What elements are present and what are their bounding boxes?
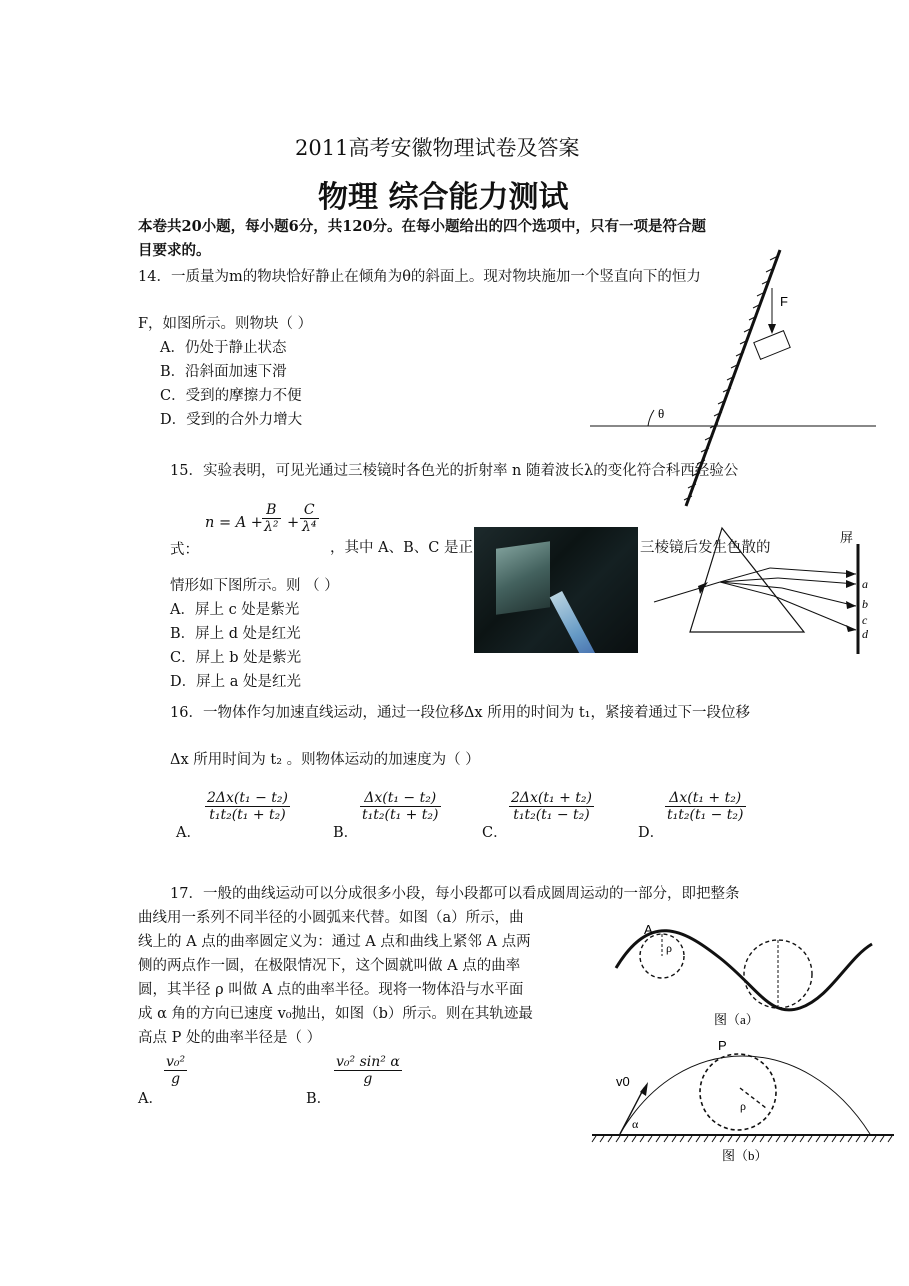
q17-option-b-label: B． (306, 1091, 332, 1107)
q16-option-a-fraction (205, 790, 290, 823)
q17-stem-line-1: 17．一般的曲线运动可以分成很多小段，每小段都可以看成圆周运动的一部分，即把整条 (170, 886, 740, 902)
instruction-line-2: 目要求的。 (138, 242, 211, 259)
q14-stem-line-2: F，如图所示。则物块（ ） (138, 316, 313, 332)
q17-stem-line-3: 线上的 A 点的曲率圆定义为：通过 A 点和曲线上紧邻 A 点两 (138, 934, 531, 950)
q14-angle-label: θ (658, 406, 665, 421)
q16-option-a-den: t₁t₂(t₁ + t₂) (209, 807, 286, 823)
q14-stem-line-1: 14．一质量为m的物块恰好静止在倾角为θ的斜面上。现对物块施加一个竖直向下的恒力 (138, 269, 701, 285)
q14-option-c: C．受到的摩擦力不便 (160, 388, 302, 404)
q17-stem-line-2: 曲线用一系列不同半径的小圆弧来代替。如图（a）所示，曲 (138, 910, 524, 926)
q15-screen-d: d (862, 627, 868, 641)
q17-fig-b-rho: ρ (740, 1099, 746, 1113)
q15-stem-line-1: 15．实验表明，可见光通过三棱镜时各色光的折射率 n 随着波长λ的变化符合科西经验公 (170, 463, 739, 479)
q15-stem-line-2b: ，其中 A、B、C 是正 (330, 540, 473, 556)
q15-prism-figure (650, 522, 890, 662)
q15-option-a: A．屏上 c 处是紫光 (170, 602, 300, 618)
q17-fig-b-caption: 图（b） (722, 1148, 768, 1163)
q16-option-d-den: t₁t₂(t₁ − t₂) (667, 807, 744, 823)
q16-option-b-label: B． (333, 825, 359, 841)
q17-option-b-den: g (363, 1071, 373, 1087)
paper-title: 2011高考安徽物理试卷及答案 (295, 136, 580, 160)
q15-option-d: D．屏上 a 处是红光 (170, 674, 301, 690)
q17-fig-b-alpha: α (632, 1117, 639, 1131)
q14-option-d: D．受到的合外力增大 (160, 412, 303, 428)
q17-fig-a-caption: 图（a） (714, 1012, 759, 1027)
q15-formula-b-num: B (262, 502, 281, 519)
q16-option-a-num: 2Δx(t₁ − t₂) (207, 790, 288, 806)
q15-formula-c-fraction (300, 502, 319, 535)
paper-subtitle: 物理 综合能力测试 (318, 180, 569, 215)
q15-formula-c-den: λ⁴ (302, 519, 317, 535)
q17-fig-a-rho: ρ (666, 941, 672, 955)
q15-screen-c: c (862, 613, 868, 627)
q14-option-b: B．沿斜面加速下滑 (160, 364, 287, 380)
q16-option-d-num: Δx(t₁ + t₂) (665, 790, 746, 807)
q15-option-c: C．屏上 b 处是紫光 (170, 650, 302, 666)
q17-option-b-num: v₀² sin² α (336, 1054, 400, 1070)
q16-option-b-fraction (360, 790, 441, 823)
q17-fig-b-point: P (718, 1038, 727, 1053)
instruction-line-1: 本卷共20小题，每小题6分，共120分。在每小题给出的四个选项中，只有一项是符合题 (138, 218, 707, 235)
q16-stem-line-1: 16．一物体作匀加速直线运动，通过一段位移Δx 所用的时间为 t₁，紧接着通过下一段位移 (170, 705, 750, 721)
q15-stem-line-3: 情形如下图所示。则 （ ） (170, 578, 339, 594)
q17-figure-a (610, 918, 880, 1033)
q16-option-d-fraction (665, 790, 746, 823)
q16-stem-line-2: Δx 所用时间为 t₂ 。则物体运动的加速度为（ ） (170, 752, 480, 768)
q17-fig-b-v0: v0 (616, 1074, 630, 1089)
prism-photo-glass (496, 541, 550, 615)
q17-option-a-label: A． (138, 1091, 163, 1107)
q17-figure-b (590, 1036, 900, 1166)
q17-option-b-fraction (334, 1054, 402, 1087)
q15-formula-b-fraction (262, 502, 281, 535)
q17-option-a-den: g (171, 1071, 181, 1087)
q16-option-b-den: t₁t₂(t₁ + t₂) (362, 807, 439, 823)
q17-stem-line-6: 成 α 角的方向已速度 v₀抛出，如图（b）所示。则在其轨迹最 (138, 1006, 533, 1022)
q16-option-c-label: C． (482, 825, 508, 841)
q15-formula-plus: + (287, 515, 300, 531)
q15-stem-line-2a: 式： (170, 542, 199, 558)
q17-stem-line-7: 高点 P 处的曲率半径是（ ） (138, 1030, 322, 1046)
prism-photo (474, 527, 638, 653)
q15-screen-b: b (862, 597, 868, 611)
q16-option-c-den: t₁t₂(t₁ − t₂) (513, 807, 590, 823)
q15-screen-a: a (862, 577, 868, 591)
q17-option-a-num: v₀² (166, 1054, 186, 1070)
q15-formula-b-den: λ² (264, 519, 279, 535)
q15-stem-line-2c: 三棱镜后发生色散的 (640, 540, 771, 556)
q14-option-a: A．仍处于静止状态 (160, 340, 287, 356)
q17-stem-line-5: 圆，其半径 ρ 叫做 A 点的曲率半径。现将一物体沿与水平面 (138, 982, 524, 998)
q17-fig-a-point: A (644, 922, 653, 937)
q15-formula-lhs: n = A + (205, 515, 263, 531)
q15-screen-label: 屏 (840, 530, 854, 545)
q17-option-a-fraction (164, 1054, 187, 1087)
q16-option-c-num: 2Δx(t₁ + t₂) (511, 790, 592, 806)
q17-stem-line-4: 侧的两点作一圆，在极限情况下，这个圆就叫做 A 点的曲率 (138, 958, 521, 974)
q16-option-b-num: Δx(t₁ − t₂) (360, 790, 441, 807)
q15-formula-c-num: C (300, 502, 319, 519)
q16-option-c-fraction (509, 790, 594, 823)
q16-option-d-label: D． (638, 825, 665, 841)
q15-option-b: B．屏上 d 处是红光 (170, 626, 301, 642)
q16-option-a-label: A． (176, 825, 201, 841)
prism-photo-beam (550, 591, 605, 653)
q14-force-label: F (780, 294, 788, 309)
